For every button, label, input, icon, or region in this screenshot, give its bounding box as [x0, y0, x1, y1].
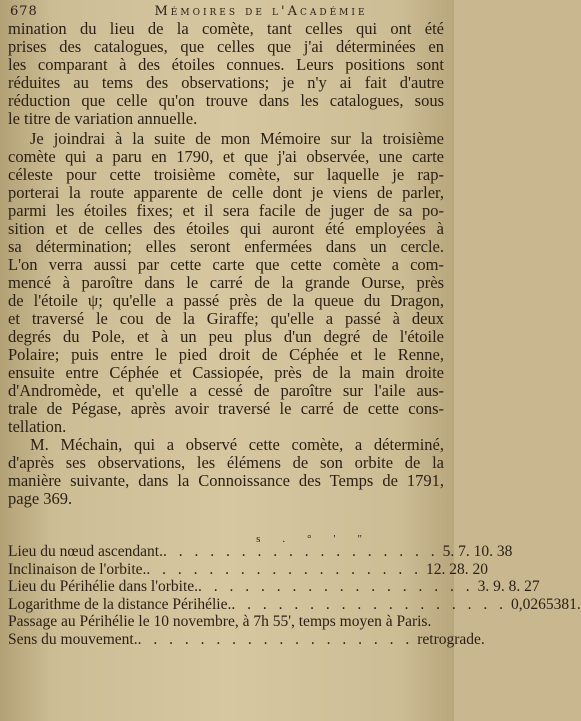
text-line: sition et de celles des étoiles qui auront été employées à	[8, 219, 444, 238]
text-line: sa détermination; elles seront enfermées dans un cercle.	[8, 237, 444, 256]
body-text	[8, 20, 444, 508]
text-line: ensuite entre Céphée et Cassiopée, près de la main droite	[8, 363, 444, 382]
text-line: tellation.	[8, 417, 67, 436]
orbit-row-label: Lieu du Périhélie dans l'orbite.	[8, 578, 199, 596]
text-line: Je joindrai à la suite de mon Mémoire sur la troisième	[30, 129, 444, 148]
text-line: prises des catalogues, que celles que j'ai déterminées en	[8, 37, 444, 56]
orbit-row: Lieu du nœud ascendant. . . . . . . . . . . . . . . . . . . 5. 7. 10. 38	[8, 543, 513, 560]
text-line: mencé à paroître dans le carré de la grande Ourse, près	[8, 273, 444, 292]
unit-signs: s.	[256, 533, 308, 545]
text-line: réduites au tems des observations; je n'y ai fait d'autre	[8, 73, 444, 92]
orbit-row-value: 0,0265381.	[511, 595, 581, 613]
text-line: mination du lieu de la comète, tant celles qui ont été	[8, 19, 444, 38]
text-line: parmi les étoiles fixes; et il sera facile de juger de sa po-	[8, 201, 444, 220]
orbit-row-value: retrograde.	[417, 630, 485, 648]
paragraph-1	[8, 20, 444, 128]
orbit-row-value: 5. 7. 10. 38	[442, 543, 513, 560]
text-line: céleste pour cette troisième comète, sur laquelle je rap-	[8, 165, 444, 184]
orbit-row-label: Sens du mouvement.	[8, 630, 138, 648]
page-number: 678	[10, 4, 38, 19]
unit-minutes: '	[333, 533, 358, 545]
orbit-row-label: Lieu du nœud ascendant.	[8, 543, 163, 560]
running-title: Mémoires de l'Académie	[154, 4, 368, 19]
text-line: d'après ses observations, les élémens de son orbite de la	[8, 453, 444, 472]
text-line: degrés du Pole, et à un peu plus d'un degré de l'étoile	[8, 327, 444, 346]
orbit-row: Sens du mouvement. . . . . . . . . . . . . . . . . . . retrograde.	[8, 630, 485, 648]
text-line: les comparant à des étoiles connues. Leurs positions sont	[8, 55, 444, 74]
text-line: d'Andromède, et qu'elle a cessé de paroître sur l'aile aus-	[8, 381, 444, 400]
units-header	[8, 531, 442, 543]
text-line: de l'étoile ψ; qu'elle a passé près de la queue du Dragon,	[8, 291, 444, 310]
text-line: trale de Pégase, après avoir traversé le carré de cette cons-	[8, 399, 444, 418]
text-line: page 369.	[8, 489, 73, 508]
orbit-elements-table	[8, 531, 581, 649]
text-line: M. Méchain, qui a observé cette comète, a déterminé,	[30, 435, 444, 454]
orbit-row-label: Inclinaison de l'orbite.	[8, 560, 147, 578]
text-line: et traversé le cou de la Giraffe; qu'elle a passé à deux	[8, 309, 444, 328]
paragraph-2	[8, 130, 444, 436]
orbit-row: Logarithme de la distance Périhélie. . . . . . . . . . . . . . . . . . . 0,0265381.	[8, 595, 581, 613]
orbit-row: Lieu du Périhélie dans l'orbite. . . . . . . . . . . . . . . . . . . 3. 9. 8. 27	[8, 578, 540, 596]
orbit-row-value: 12. 28. 20	[426, 560, 489, 578]
orbit-row-label: Logarithme de la distance Périhélie.	[8, 595, 232, 613]
text-line: réduction que celle qu'on trouve dans les catalogues, sous	[8, 91, 444, 110]
text-line: Polaire; puis entre le pied droit de Céphée et le Renne,	[8, 345, 444, 364]
unit-degrees: °	[307, 533, 334, 545]
text-line: manière suivante, dans la Connoissance des Temps de 1791,	[8, 471, 444, 490]
orbit-row-value: 3. 9. 8. 27	[477, 578, 540, 596]
paragraph-3	[8, 436, 444, 508]
text-line: le titre de variation annuelle.	[8, 109, 198, 128]
unit-seconds: "	[357, 533, 384, 545]
text-line: comète qui a paru en 1790, et que j'ai observée, une carte	[8, 147, 444, 166]
text-line: porterai la route apparente de celle dont je viens de parler,	[8, 183, 444, 202]
text-line: L'on verra aussi par cette carte que cette comète a com-	[8, 255, 444, 274]
orbit-passage: Passage au Périhélie le 10 novembre, à 7h 55', temps moyen à Paris.	[8, 613, 432, 631]
orbit-row: Inclinaison de l'orbite. . . . . . . . . . . . . . . . . . . 12. 28. 20	[8, 560, 489, 578]
